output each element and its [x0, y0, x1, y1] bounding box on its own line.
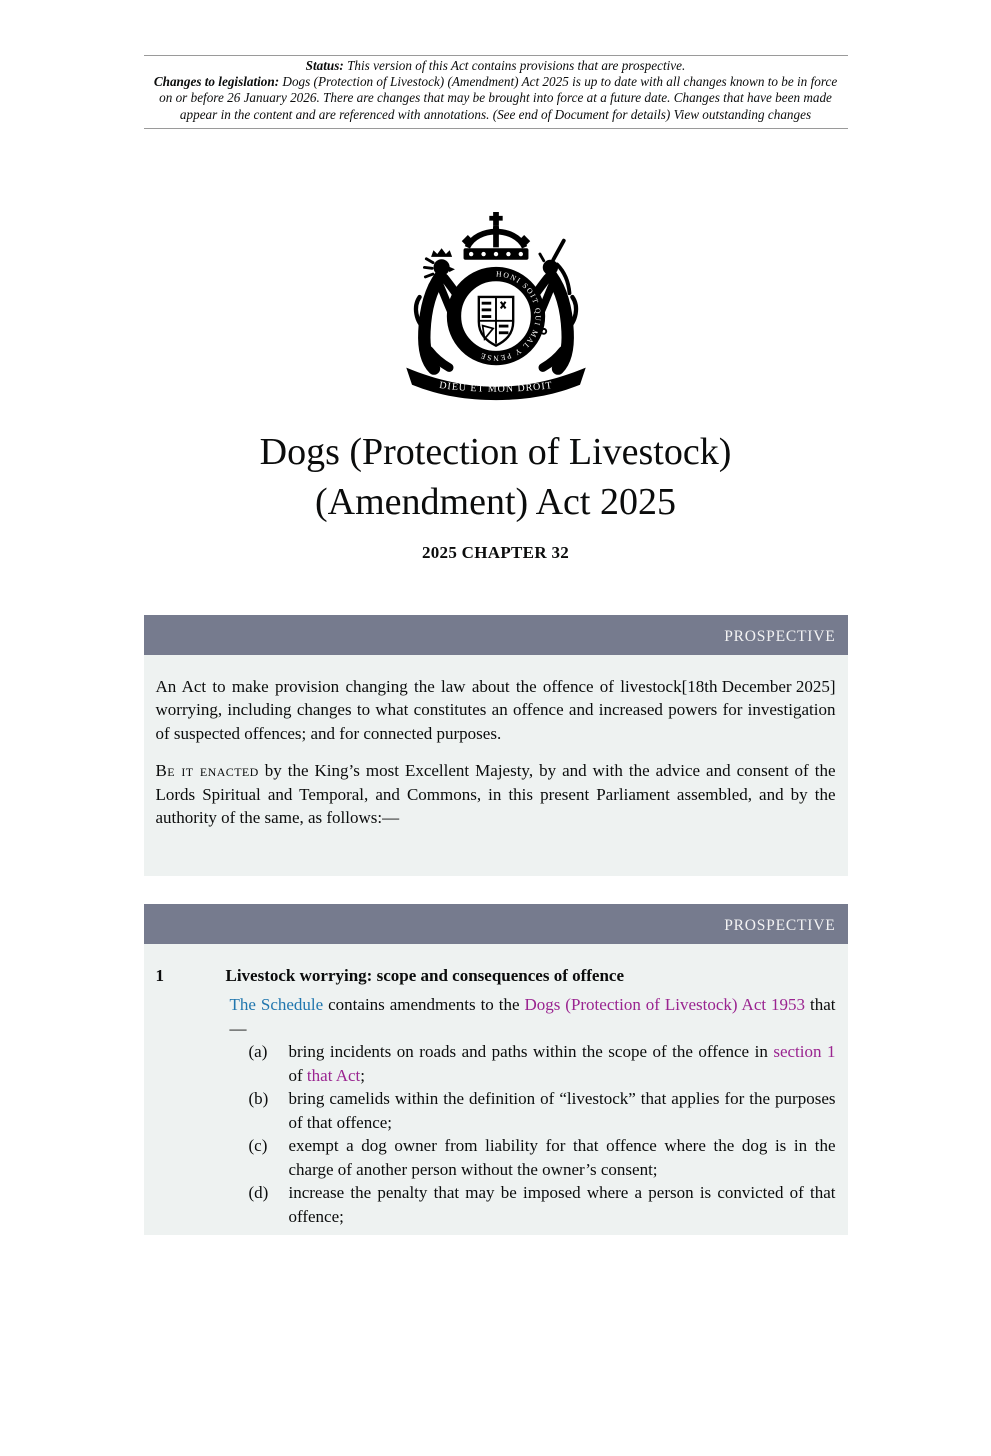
view-outstanding-changes-link[interactable]: View outstanding changes	[673, 106, 812, 122]
status-banner	[144, 55, 848, 129]
list-item-b-text: bring camelids within the definition of “livestock” that applies for the purposes of that offence;	[288, 1089, 836, 1132]
section-heading	[156, 964, 836, 988]
enactment-date: [18th December 2025]	[681, 676, 836, 696]
schedule-link[interactable]: The Schedule	[229, 995, 324, 1015]
chapter-heading: 2025 CHAPTER 32	[421, 542, 570, 562]
act-title-line2: (Amendment) Act 2025	[315, 480, 676, 523]
changes-to-legislation-label: Changes to legislation:	[153, 74, 280, 90]
status-line	[150, 58, 842, 74]
list-item-c-text: exempt a dog owner from liability for that offence where the dog is in the charge of another person without the owner’s consent;	[288, 1136, 836, 1179]
garter-icon	[454, 269, 543, 362]
intro-text-end: that—	[229, 995, 836, 1038]
act-1953-link[interactable]: Dogs (Protection of Livestock) Act 1953	[524, 995, 806, 1015]
changes-line	[150, 74, 842, 123]
prospective-label: PROSPECTIVE	[724, 627, 836, 645]
list-item-c	[249, 1134, 836, 1181]
section-1-block	[144, 904, 848, 1236]
act-long-title-text: An Act to make provision changing the law about the offence of livestock worrying, including changes to what constitutes an offence and increased powers for investigation of suspected offences; and for connected purposes.	[155, 676, 836, 743]
svg-text:DIEU ET MON DROIT	[438, 380, 553, 395]
prospective-banner	[144, 615, 848, 655]
status-label: Status:	[305, 58, 344, 73]
enacting-phrase: Be it enacted	[155, 761, 259, 781]
preamble-body	[144, 655, 848, 876]
section-heading-text: Livestock worrying: scope and consequences of offence	[225, 965, 625, 985]
item-a-pre: bring incidents on roads and paths within the scope of the offence in	[288, 1042, 774, 1062]
list-item-a-text	[289, 1040, 836, 1087]
item-a-mid: of	[288, 1065, 307, 1085]
list-item-a	[249, 1040, 836, 1087]
royal-coat-of-arms-icon	[391, 209, 601, 405]
crown-icon	[461, 212, 529, 260]
section-number: 1	[155, 965, 164, 985]
act-title-line1: Dogs (Protection of Livestock)	[259, 430, 732, 473]
document-page	[144, 55, 848, 1235]
section-1-body	[144, 944, 848, 1236]
ribbon-motto: DIEU ET MON DROIT	[438, 379, 553, 395]
list-item-d-text: increase the penalty that may be imposed where a person is convicted of that offence;	[288, 1183, 836, 1226]
preamble-block	[144, 615, 848, 876]
item-a-end: ;	[360, 1065, 366, 1085]
that-act-link[interactable]: that Act	[306, 1065, 361, 1085]
prospective-label-2: PROSPECTIVE	[724, 916, 836, 934]
enacting-words	[156, 759, 836, 830]
enacting-rest: by the King’s most Excellent Majesty, by and with the advice and consent of the Lords Spiritual and Temporal, and Commons, in this present Parliament assembled, and by the authority of the same, as follows:—	[155, 761, 836, 828]
list-item-d-label: (d)	[248, 1183, 269, 1203]
list-item-d	[249, 1181, 836, 1228]
status-text: This version of this Act contains provisions that are prospective.	[347, 58, 686, 73]
intro-text-mid: contains amendments to the	[323, 995, 525, 1015]
garter-motto: HONI SOIT QUI MAL Y PENSE	[477, 269, 543, 363]
list-item-b	[249, 1087, 836, 1134]
list-item-a-label: (a)	[248, 1042, 268, 1062]
list-item-c-label: (c)	[248, 1136, 268, 1156]
list-item-b-label: (b)	[248, 1089, 269, 1109]
section-intro	[230, 993, 836, 1040]
prospective-banner-2	[144, 904, 848, 944]
changes-text: Dogs (Protection of Livestock) (Amendment) Act 2025 is up to date with all changes known to be in force on or before 26 January 2026. There are changes that may be brought into force at a future date. Changes that have been made appear in the content and are referenced with annotations. (See end of Document for details)	[159, 74, 838, 122]
section-1-link[interactable]: section 1	[773, 1042, 836, 1062]
act-long-title	[156, 675, 836, 746]
act-title	[144, 427, 848, 527]
